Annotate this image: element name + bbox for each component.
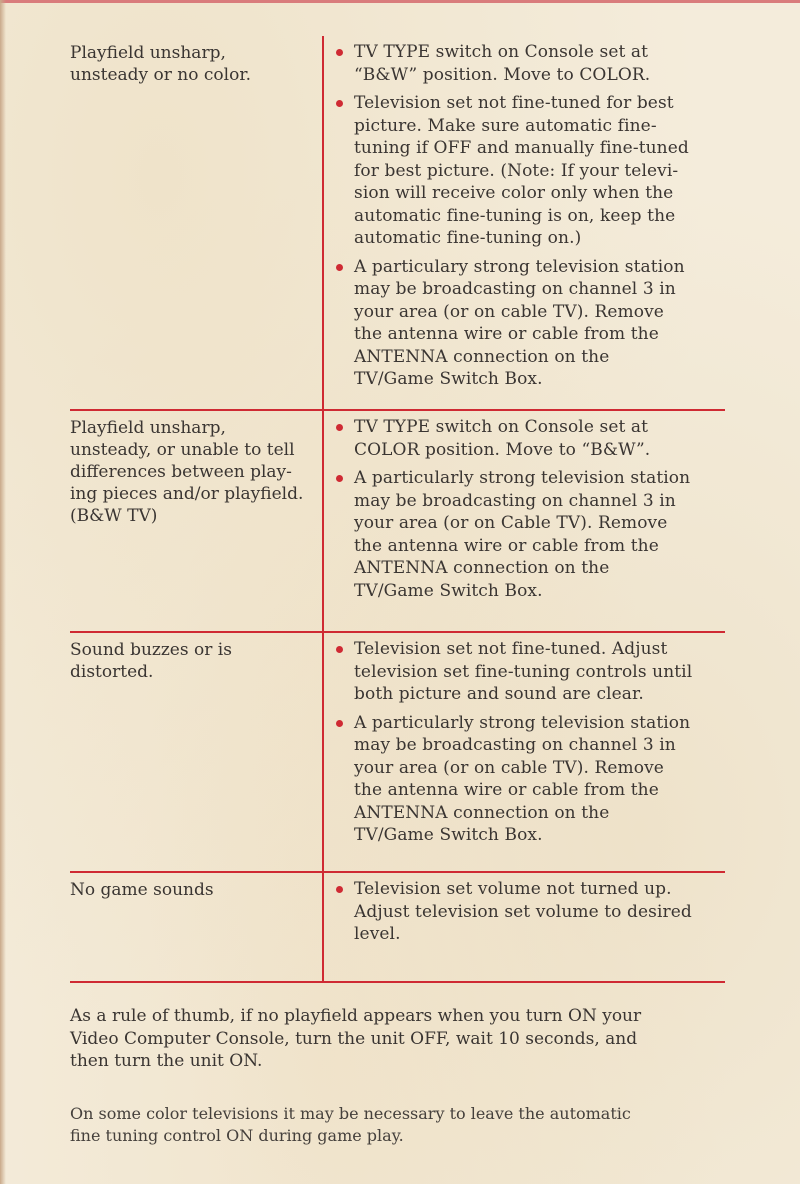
bullet-dot-icon <box>336 646 343 653</box>
list-item <box>334 92 725 250</box>
list-item <box>334 467 725 602</box>
causes-cell <box>322 36 725 409</box>
list-item <box>334 638 725 706</box>
problem-cell: Playfield unsharp, unsteady, or unable to tell differences between play- ing pieces and/or playfield. (B&W TV) <box>70 418 304 526</box>
bullet-dot-icon <box>336 886 343 893</box>
bullet-dot-icon <box>336 100 343 107</box>
bullet-dot-icon <box>336 49 343 56</box>
list-item <box>334 41 725 86</box>
problem-cell: Playfield unsharp, unsteady or no color. <box>70 43 251 85</box>
cause-text: TV TYPE switch on Console set at “B&W” position. Move to COLOR. <box>354 42 651 85</box>
list-item <box>334 256 725 391</box>
bullet-dot-icon <box>336 264 343 271</box>
causes-cell <box>322 411 725 631</box>
cause-text: Television set not fine-tuned for best picture. Make sure automatic fine- tuning if OFF and manually fine-tuned for best picture. (Note: If your televi- sion will receive color only when the automatic fine-tuning is on, keep the automatic fine-tuning on.) <box>354 93 689 248</box>
page-top-edge <box>0 0 800 3</box>
bullet-dot-icon <box>336 475 343 482</box>
cause-text: A particulary strong television station may be broadcasting on channel 3 in your area (or on cable TV). Remove the antenna wire or cable from the ANTENNA connection on the TV/Game Switch Box. <box>354 256 685 389</box>
bullet-dot-icon <box>336 424 343 431</box>
cause-text: Television set volume not turned up. Adjust television set volume to desired level. <box>354 879 692 944</box>
fine-tuning-note: On some color televisions it may be necessary to leave the automatic fine tuning control ON during game play. <box>70 1104 631 1145</box>
cause-text: A particularly strong television station may be broadcasting on channel 3 in your area (or on Cable TV). Remove the antenna wire or cable from the ANTENNA connection on the TV/Game Switch Box. <box>354 468 691 601</box>
cause-text: TV TYPE switch on Console set at COLOR position. Move to “B&W”. <box>354 417 651 460</box>
bullet-dot-icon <box>336 720 343 727</box>
list-item <box>334 416 725 461</box>
list-item <box>334 878 725 946</box>
list-item <box>334 712 725 847</box>
rule-of-thumb-note: As a rule of thumb, if no playfield appears when you turn ON your Video Computer Console, turn the unit OFF, wait 10 seconds, and then turn the unit ON. <box>70 1006 642 1071</box>
cause-text: Television set not fine-tuned. Adjust television set fine-tuning controls until both picture and sound are clear. <box>354 639 693 704</box>
table-row <box>70 633 725 873</box>
table-row <box>70 36 725 411</box>
table-row <box>70 411 725 633</box>
table-row <box>70 873 725 983</box>
cause-text: A particularly strong television station may be broadcasting on channel 3 in your area (or on cable TV). Remove the antenna wire or cable from the ANTENNA connection on the TV/Game Switch Box. <box>354 712 691 845</box>
troubleshooting-table <box>70 36 725 983</box>
problem-cell: No game sounds <box>70 880 214 900</box>
problem-cell: Sound buzzes or is distorted. <box>70 640 232 682</box>
causes-cell <box>322 633 725 871</box>
causes-cell <box>322 873 725 981</box>
page-left-edge <box>0 0 6 1184</box>
